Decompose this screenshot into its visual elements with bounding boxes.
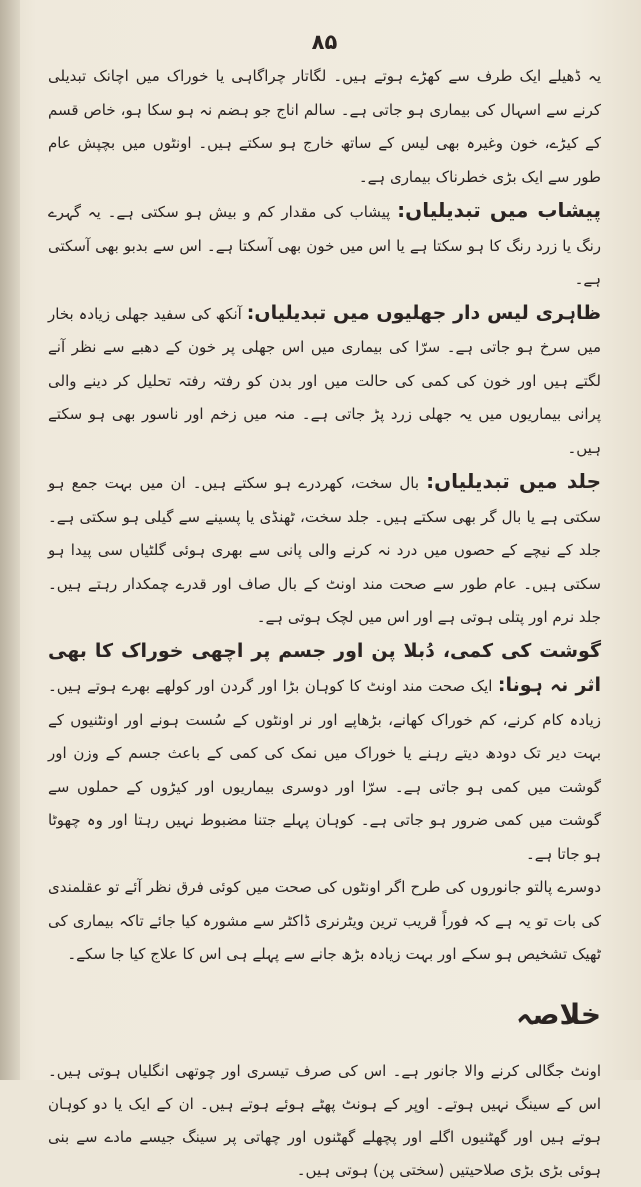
section-heading-membranes: ظاہری لیس دار جھلیوں میں تبدیلیاں:	[246, 301, 601, 324]
paragraph-text: ایک صحت مند اونٹ کا کوہان بڑا اور گردن اور کولھے بھرے ہوتے ہیں۔ زیادہ کام کرنے، کم خوراک کھانے، بڑھاپے اور نر اونٹوں کے سُست ہونے اور اونٹنیوں کے بہت دیر تک دودھ دیتے رہنے یا خوراک میں نمک کی کمی کے باعث جسم کے وزن اور گوشت میں کمی ہو جاتی ہے۔ سرّا اور دوسری بیماریوں اور کیڑوں کے حملوں سے گوشت میں کمی ضرور ہو جاتی ہے۔ کوہان پہلے جتنا مضبوط نہیں رہتا اور وہ چھوٹا ہو جاتا ہے۔	[48, 677, 601, 863]
section-heading-skin: جلد میں تبدیلیاں:	[426, 469, 601, 493]
summary-paragraph: اونٹ جگالی کرنے والا جانور ہے۔ اس کی صرف تیسری اور چوتھی انگلیاں ہوتی ہیں۔ اس کے سینگ نہیں ہوتے۔ اوپر کے ہونٹ پھٹے ہوئے ہوتے ہیں۔ ان کے ایک یا دو کوہان ہوتے ہیں اور گھٹنیوں اگلے اور پچھلے گھٹنوں اور چھاتی پر سینگ جیسے مادے سے بنی ہوئی بڑی بڑی صلاحیتیں (سختی پن) ہوتی ہیں۔	[48, 1061, 601, 1179]
body-text	[48, 60, 601, 1187]
book-spine-shadow	[0, 0, 20, 1080]
summary-section	[48, 1055, 601, 1187]
paragraph-text: یہ ڈھیلے ایک طرف سے کھڑے ہوتے ہیں۔ لگاتار چراگاہی یا خوراک میں اچانک تبدیلی کرنے سے اسہال کی بیماری ہو جاتی ہے۔ سالم اناج جو ہضم نہ ہو سکا ہو، خاص قسم کے کیڑے، خون وغیرہ بھی لیس کے ساتھ خارج ہو سکتے ہیں۔ اونٹوں میں بچپش عام طور سے ایک بڑی خطرناک بیماری ہے۔	[48, 67, 601, 186]
section-heading-urine: پیشاب میں تبدیلیاں:	[397, 198, 601, 222]
section-heading-weight-loss: گوشت کی کمی، دُبلا پن اور جسم پر اچھی خوراک کا بھی اثر نہ ہونا:	[48, 639, 602, 696]
page-number: ۸۵	[311, 30, 338, 54]
paragraph-urine	[48, 194, 601, 297]
paragraph-text: پیشاب کی مقدار کم و بیش ہو سکتی ہے۔ یہ گہرے رنگ یا زرد رنگ کا ہو سکتا ہے یا اس میں خون بھی آسکتا ہے۔ اس سے بدبو بھی آسکتی ہے۔	[48, 203, 601, 288]
paragraph-weight-loss	[48, 635, 601, 872]
summary-title: خلاصہ	[516, 997, 601, 1031]
paragraph-stool	[48, 60, 601, 194]
paragraph-text: بال سخت، کھردرے ہو سکتے ہیں۔ ان میں بہت جمع ہو سکتی ہے یا بال گر بھی سکتے ہیں۔ جلد سخت، ٹھنڈی یا پسینے سے گیلی ہو سکتی ہے۔ جلد کے نیچے کے حصوں میں درد نہ کرنے والی پانی سے بھری ہوئی گلٹیاں سی پیدا ہو سکتی ہیں۔ عام طور سے صحت مند اونٹ کے بال صاف اور قدرے چمکدار رہتے ہیں۔ جلد نرم اور پتلی ہوتی ہے اور اس میں لچک ہوتی ہے۔	[48, 474, 601, 626]
paragraph-text: دوسرے پالتو جانوروں کی طرح اگر اونٹوں کی صحت میں کوئی فرق نظر آئے تو عقلمندی کی بات تو یہ ہے کہ فوراً قریب ترین ویٹرنری ڈاکٹر سے مشورہ کیا جائے تاکہ بیماری کی ٹھیک تشخیص ہو سکے اور بہت زیادہ بڑھ جانے سے پہلے ہی اس کا علاج کیا جا سکے۔	[48, 878, 601, 963]
paragraph-text: آنکھ کی سفید جھلی زیادہ بخار میں سرخ ہو جاتی ہے۔ سرّا کی بیماری میں اس جھلی پر خون کے دھبے سے نظر آنے لگتے ہیں اور خون کی کمی کی حالت میں اور بدن کو رفتہ رفتہ تحلیل کر دینے والی پرانی بیماریوں میں یہ جھلی زرد پڑ جاتی ہے۔ منہ میں زخم اور ناسور بھی ہو سکتے ہیں۔	[48, 304, 601, 457]
paragraph-membranes	[48, 297, 601, 466]
paragraph-skin	[48, 465, 601, 635]
paragraph-advice	[48, 871, 601, 972]
